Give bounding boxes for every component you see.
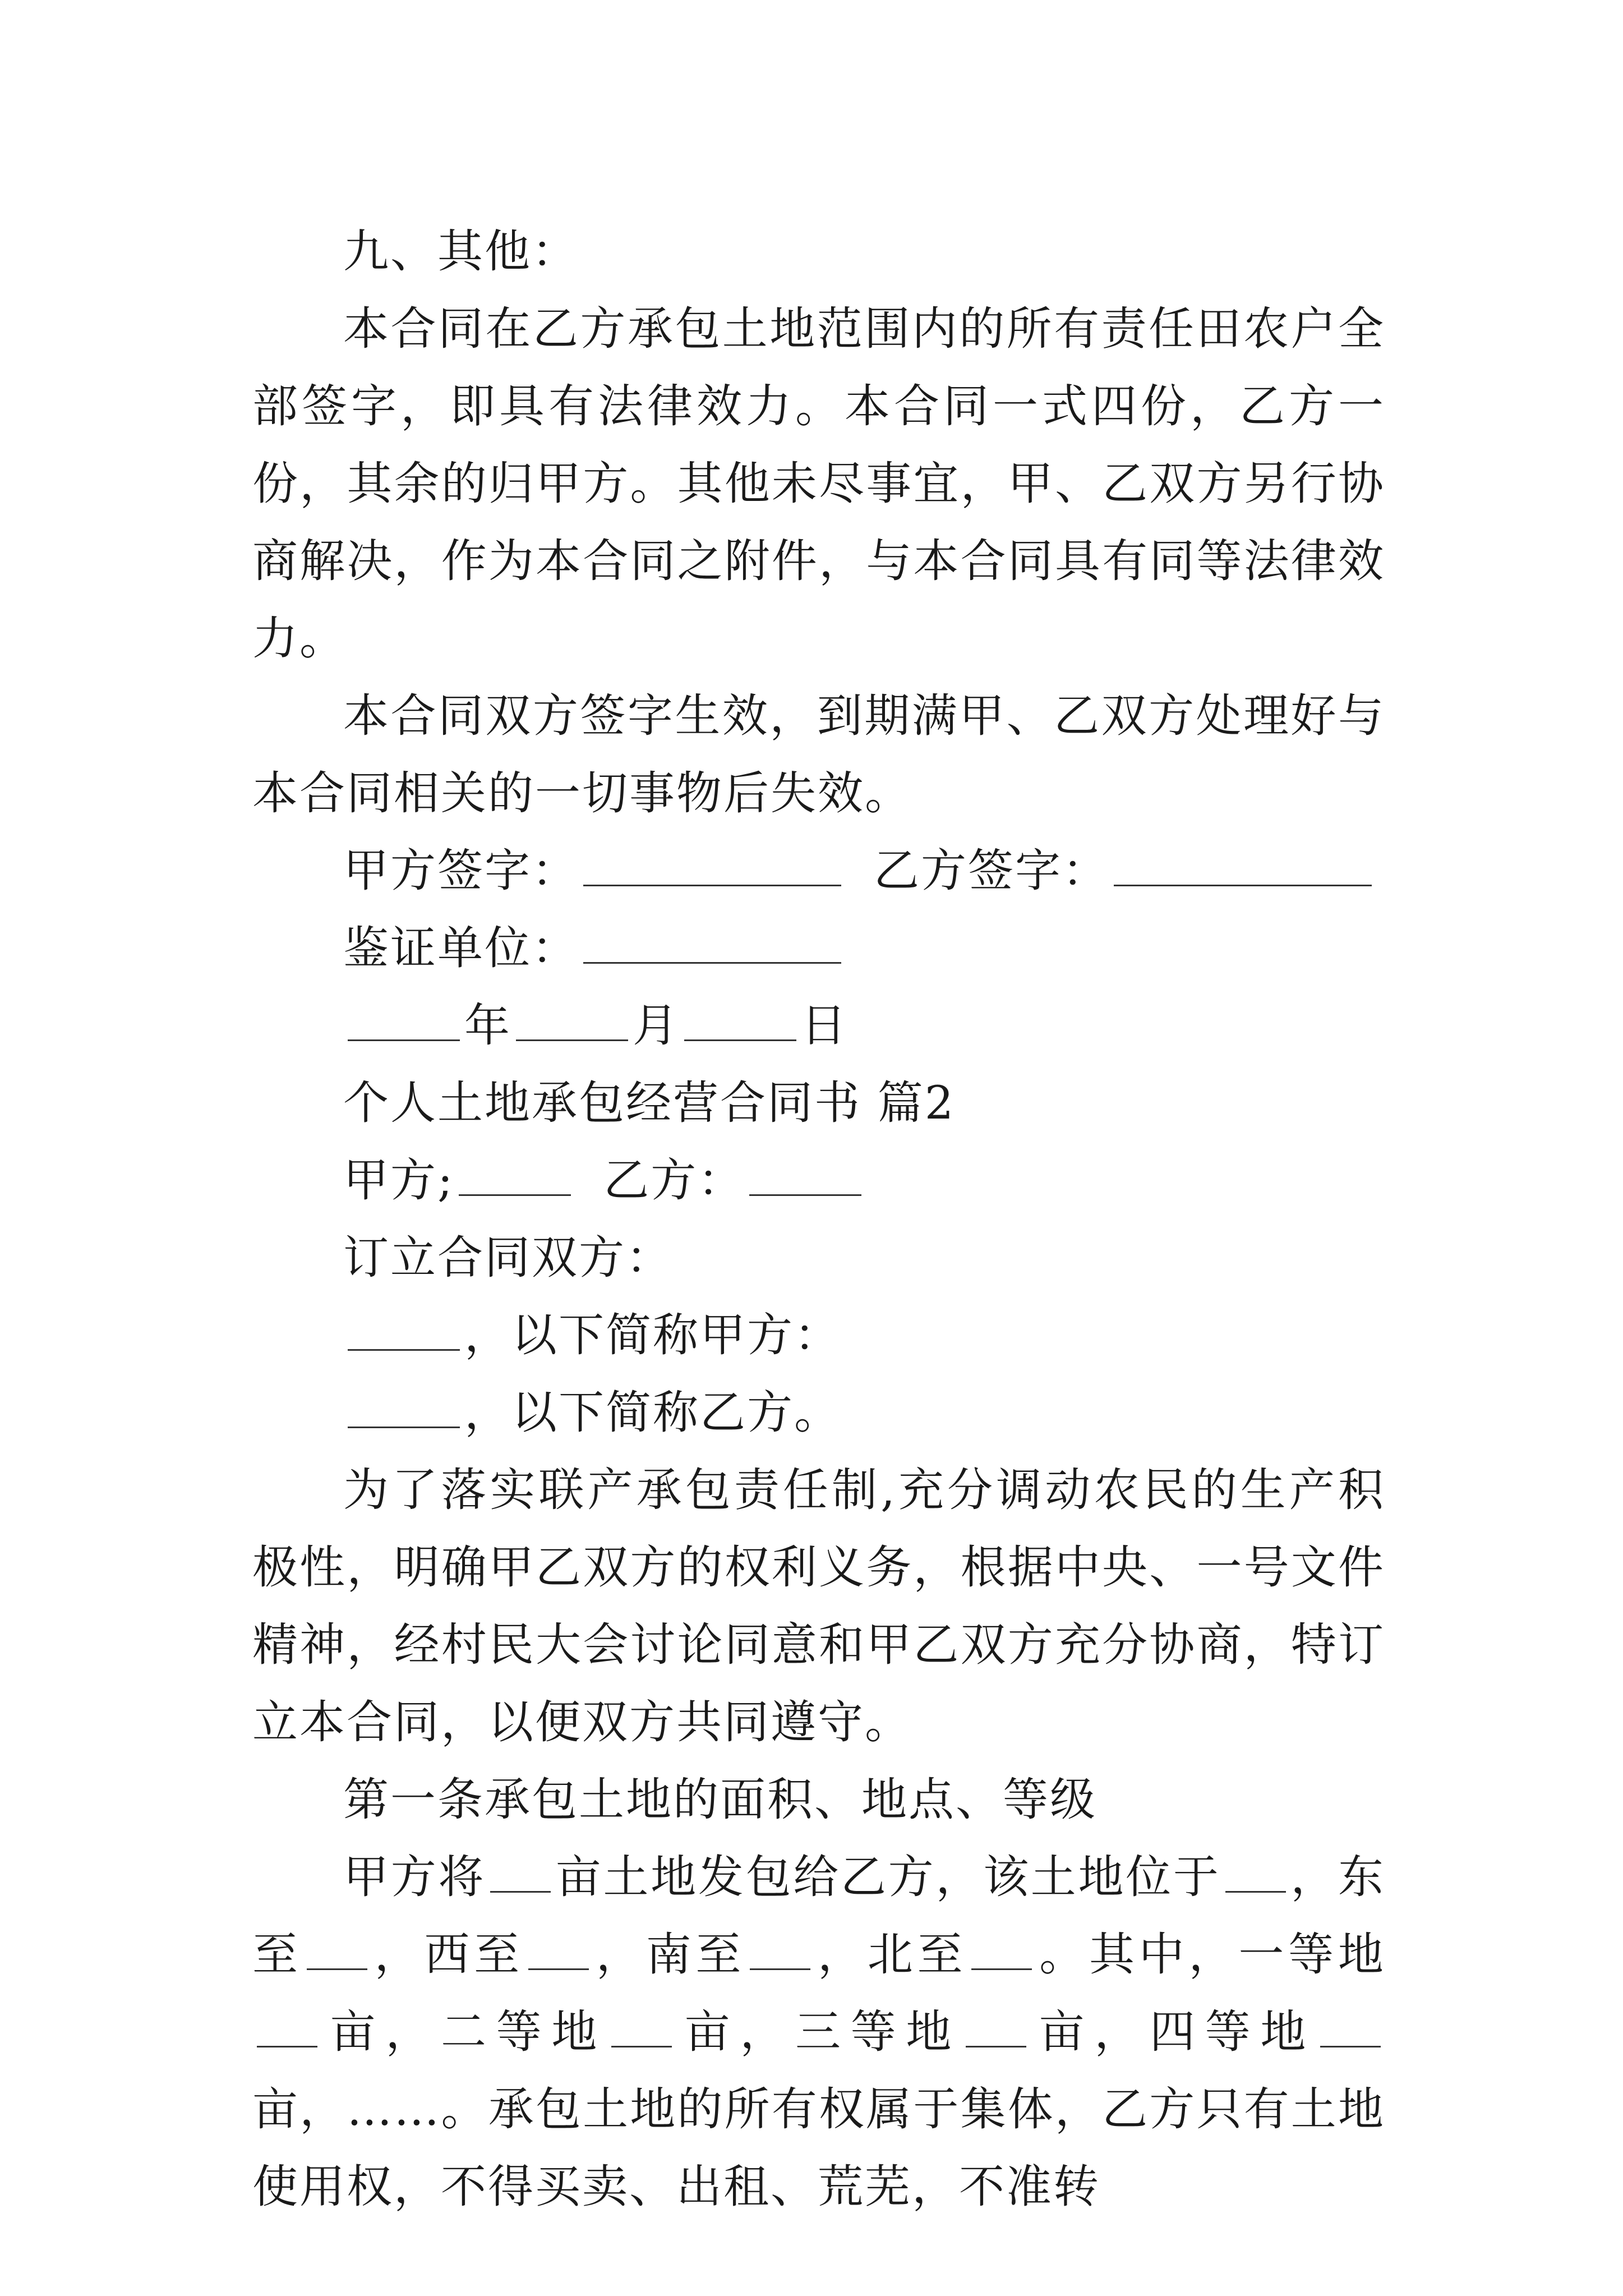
signature-line	[252, 832, 1385, 910]
section9-paragraph-2: 本合同双方签字生效，到期满甲、乙双方处理好与本合同相关的一切事物后失效。	[252, 690, 1385, 820]
article1-text-5: ，南至	[593, 1929, 746, 1981]
party-a-blank	[459, 1154, 571, 1196]
verifier-blank	[583, 922, 841, 964]
verifier-label: 鉴证单位：	[343, 922, 579, 975]
article1-text-9: 亩，三等地	[676, 2006, 961, 2059]
parties-heading: 订立合同双方：	[343, 1232, 674, 1285]
party-b-name-blank	[348, 1386, 460, 1428]
party-b-alias: ，以下简称乙方。	[464, 1387, 842, 1439]
article1-heading: 第一条承包土地的面积、地点、等级	[343, 1774, 1098, 1826]
article1-text-1: 甲方将	[343, 1851, 486, 1904]
intro-paragraph: 为了落实联产承包责任制,充分调动农民的生产积极性，明确甲乙双方的权利义务，根据中央、一号文件精神，经村民大会讨论同意和甲乙双方充分协商，特订立本合同，以便双方共同遵守。	[252, 1464, 1385, 1749]
month-blank	[516, 999, 628, 1041]
month-label: 月	[633, 1000, 680, 1052]
party-b-signature-blank	[1114, 844, 1372, 886]
area-blank	[490, 1851, 551, 1893]
party-a-signature-blank	[583, 844, 841, 886]
article1-text-7: 。其中，一等地	[1036, 1929, 1385, 1981]
party-a-signature-label: 甲方签字：	[343, 845, 579, 898]
parties-line	[252, 1142, 1385, 1220]
party-a-name-blank	[348, 1309, 460, 1351]
article1-text-6: ，北至	[815, 1929, 967, 1981]
day-label: 日	[801, 1000, 849, 1052]
party-a-alias-line	[252, 1297, 1385, 1374]
year-blank	[348, 999, 460, 1041]
north-blank	[971, 1928, 1032, 1970]
party-b-blank	[749, 1154, 861, 1196]
document-body	[252, 213, 1385, 2226]
grade3-blank	[966, 2005, 1026, 2047]
day-blank	[684, 999, 796, 1041]
grade1-blank	[257, 2005, 317, 2047]
party-b-alias-line	[252, 1374, 1385, 1452]
grade4-blank	[1320, 2005, 1381, 2047]
date-line	[252, 987, 1385, 1065]
article1-text-3: ，东至	[252, 1851, 1385, 1981]
verifier-line	[252, 910, 1385, 987]
section9-paragraph-1: 本合同在乙方承包土地范围内的所有责任田农户全部签字，即具有法律效力。本合同一式四份，乙方一份，其余的归甲方。其他未尽事宜，甲、乙双方另行协商解决，作为本合同之附件，与本合同具有同等法律效力。	[252, 303, 1385, 665]
article1-text-2: 亩土地发包给乙方，该土地位于	[555, 1851, 1221, 1904]
south-blank	[750, 1928, 810, 1970]
article1-text-4: ，西至	[371, 1929, 524, 1981]
party-a-alias: ，以下简称甲方：	[464, 1309, 842, 1362]
article1-text-10: 亩，四等地	[1031, 2006, 1316, 2059]
west-blank	[528, 1928, 589, 1970]
article1-text-8: 亩，二等地	[322, 2006, 607, 2059]
part2-title: 个人土地承包经营合同书 篇2	[343, 1077, 956, 1130]
article1-paragraph	[252, 1839, 1385, 2226]
party-a-label: 甲方;	[343, 1154, 455, 1207]
party-b-label: 乙方：	[603, 1154, 745, 1207]
section9-heading: 九、其他：	[343, 226, 579, 278]
year-label: 年	[464, 1000, 512, 1052]
east-blank	[307, 1928, 367, 1970]
grade2-blank	[611, 2005, 672, 2047]
location-blank	[1225, 1851, 1286, 1893]
article1-text-11: 亩，……。承包土地的所有权属于集体，乙方只有土地使用权，不得买卖、出租、荒芜，不准转	[252, 2083, 1385, 2214]
party-b-signature-label: 乙方签字：	[874, 845, 1110, 898]
